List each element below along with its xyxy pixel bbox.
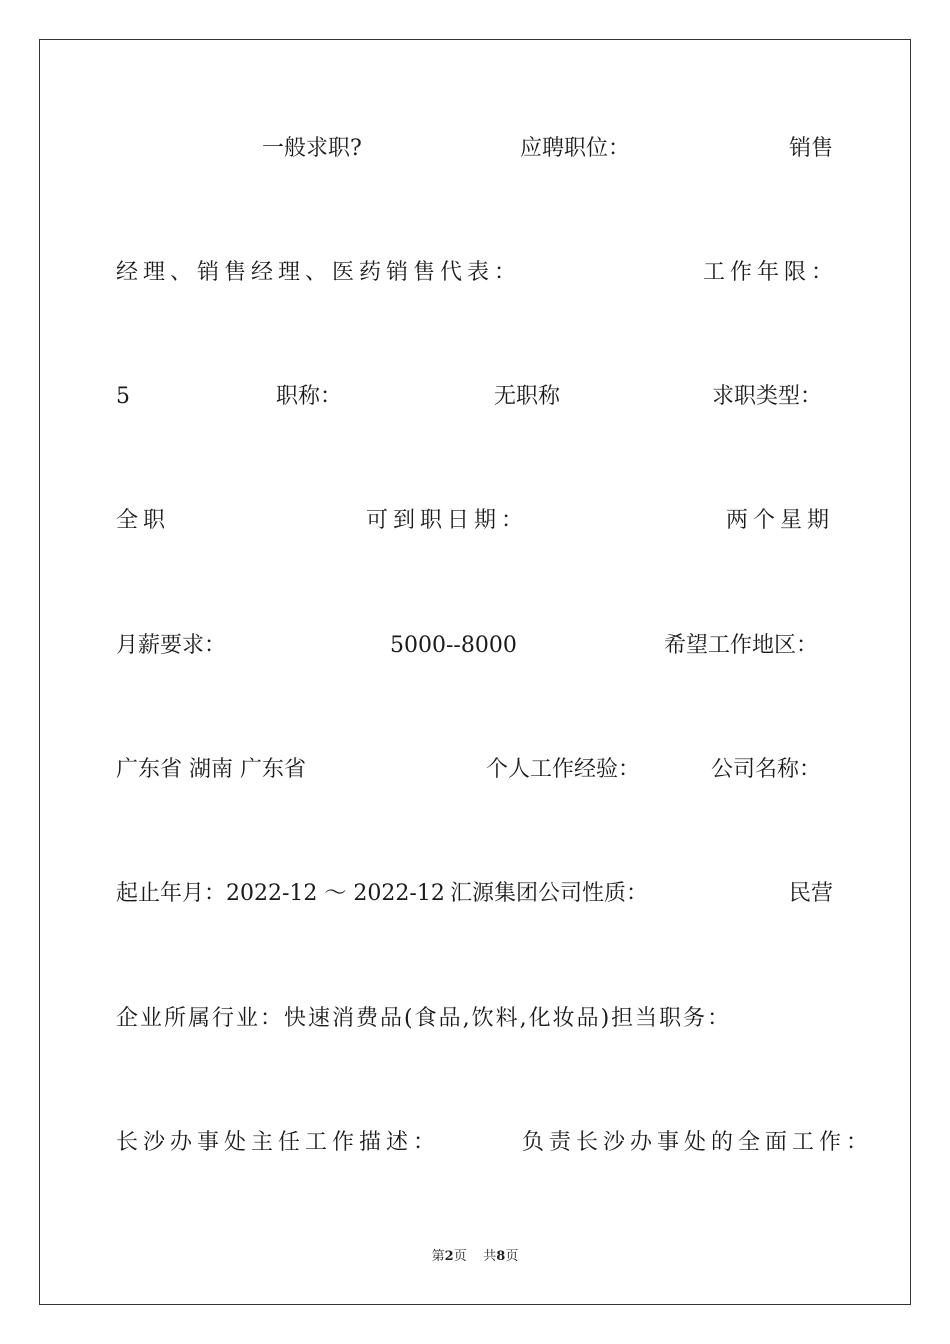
text-segment: 月薪要求： [116,633,227,658]
text-segment: 可到职日期： [366,508,529,533]
text-line-4 [116,504,834,538]
text-line-6 [116,753,834,787]
text-segment: 民营 [789,881,834,906]
text-segment: 广东省 湖南 广东省 [116,757,306,782]
text-segment: 一般求职? [262,136,362,161]
page-total-prefix: 共 [483,1249,497,1264]
text-segment: 公司名称： [711,757,822,782]
page-border [39,39,911,1305]
text-segment: 起止年月：2022-12 ～ 2022-12 [116,881,445,906]
text-segment: 经理、销售经理、医药销售代表： [116,260,522,285]
text-segment: 企业所属行业：快速消费品(食品,饮料,化妆品)担当职务： [116,1006,732,1031]
page-number-suffix: 页 [453,1249,467,1264]
text-segment: 无职称 [494,384,561,409]
page-total: 8 [496,1249,506,1264]
text-line-9 [116,1126,874,1160]
text-segment: 希望工作地区： [664,633,819,658]
text-line-7 [116,877,834,911]
text-line-5 [116,629,834,663]
text-segment: 销售 [789,136,834,161]
page-footer [0,1248,950,1266]
text-line-8 [116,1002,834,1036]
text-segment: 求职类型： [712,384,823,409]
page-number-current: 2 [444,1249,454,1264]
text-segment: 工作年限： [703,260,839,285]
text-segment: 个人工作经验： [486,757,641,782]
text-segment: 应聘职位： [520,136,631,161]
text-segment: 汇源集团公司性质： [450,881,649,906]
text-segment: 职称： [276,384,343,409]
text-segment: 两个星期 [726,508,835,533]
text-segment: 5 [116,384,130,409]
text-segment: 长沙办事处主任工作描述： [116,1130,441,1155]
page-total-suffix: 页 [505,1249,519,1264]
text-segment: 负责长沙办事处的全面工作： [522,1130,874,1155]
text-line-1 [116,132,834,166]
text-line-2 [116,256,839,290]
text-segment: 全职 [116,508,171,533]
text-line-3 [116,380,834,414]
text-segment: 5000--8000 [390,633,517,658]
page-number-prefix: 第 [431,1249,445,1264]
